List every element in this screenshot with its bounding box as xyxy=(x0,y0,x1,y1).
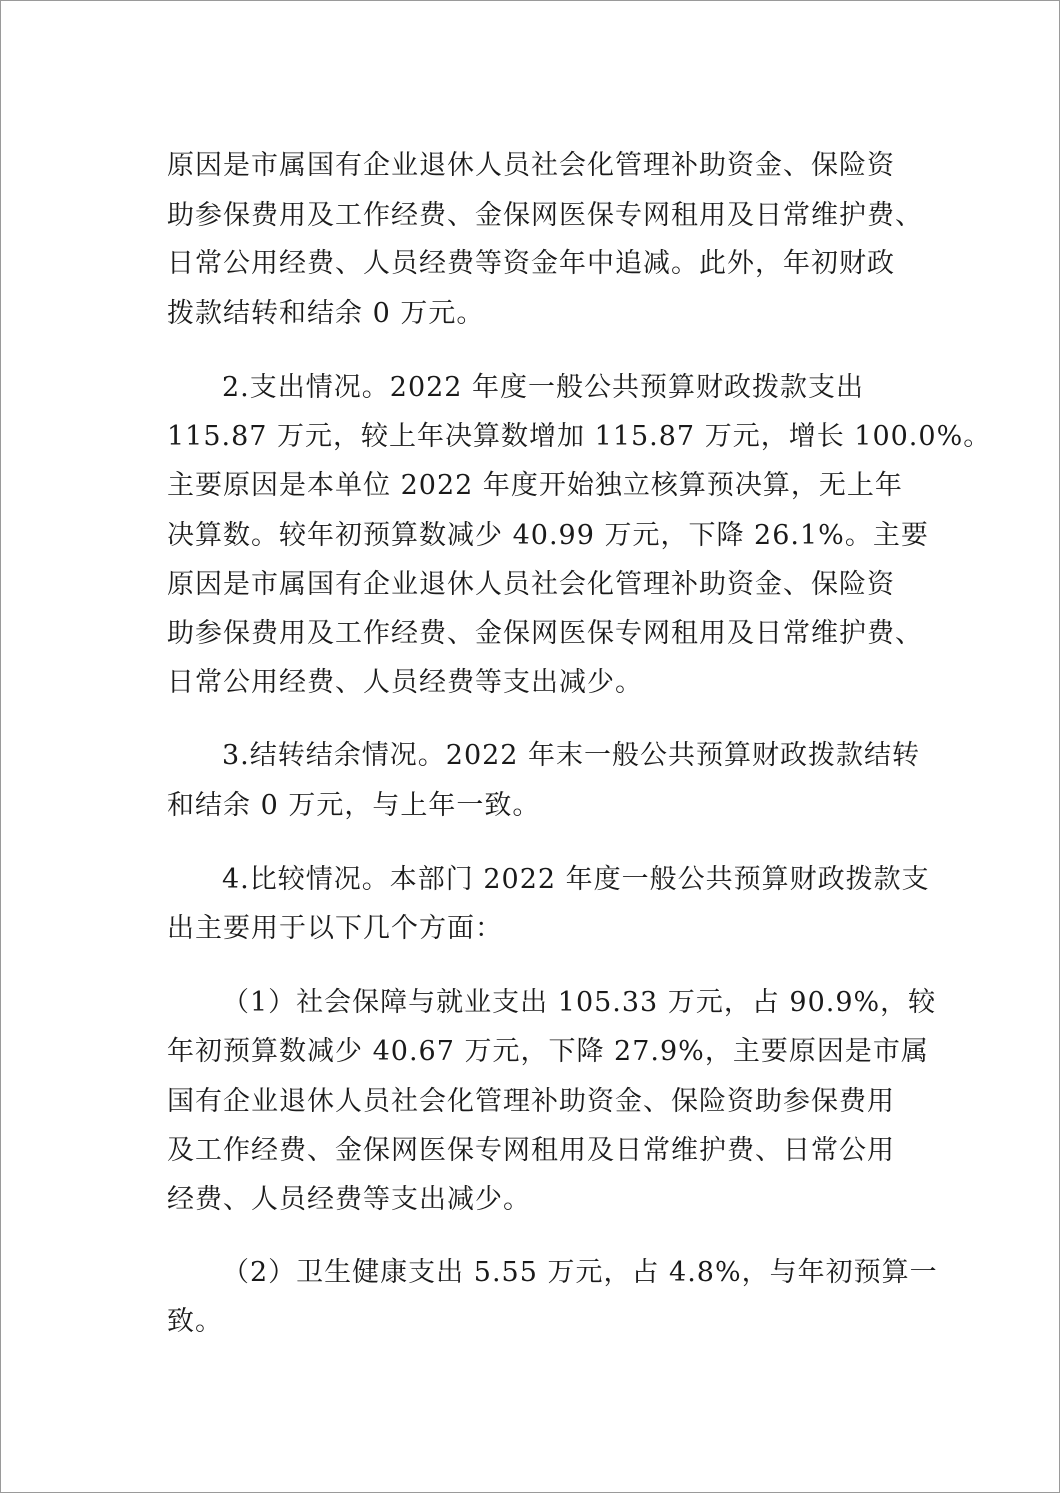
p5-line-4: 及工作经费、金保网医保专网租用及日常维护费、日常公用 xyxy=(167,1135,895,1166)
p2-line-4: 决算数。较年初预算数减少 40.99 万元，下降 26.1%。主要 xyxy=(167,520,929,551)
p2-line-3: 主要原因是本单位 2022 年度开始独立核算预决算，无上年 xyxy=(167,470,903,501)
p2-line-5: 原因是市属国有企业退休人员社会化管理补助资金、保险资 xyxy=(167,569,895,600)
p5-line-1: （1）社会保障与就业支出 105.33 万元，占 90.9%，较 xyxy=(222,987,937,1018)
p5-line-2: 年初预算数减少 40.67 万元，下降 27.9%，主要原因是市属 xyxy=(167,1036,929,1067)
p4-line-2: 出主要用于以下几个方面： xyxy=(167,913,503,944)
p1-line-2: 助参保费用及工作经费、金保网医保专网租用及日常维护费、 xyxy=(167,200,923,231)
p6-line-1: （2）卫生健康支出 5.55 万元，占 4.8%，与年初预算一 xyxy=(222,1257,938,1288)
p2-line-1: 2.支出情况。2022 年度一般公共预算财政拨款支出 xyxy=(222,372,865,403)
p1-line-4: 拨款结转和结余 0 万元。 xyxy=(167,298,485,329)
p3-line-2: 和结余 0 万元，与上年一致。 xyxy=(167,790,541,821)
p2-line-7: 日常公用经费、人员经费等支出减少。 xyxy=(167,667,643,698)
p5-line-3: 国有企业退休人员社会化管理补助资金、保险资助参保费用 xyxy=(167,1086,895,1117)
p2-line-2: 115.87 万元，较上年决算数增加 115.87 万元，增长 100.0%。 xyxy=(167,421,992,452)
p4-line-1: 4.比较情况。本部门 2022 年度一般公共预算财政拨款支 xyxy=(222,864,930,895)
p1-line-3: 日常公用经费、人员经费等资金年中追减。此外，年初财政 xyxy=(167,248,895,279)
p6-line-2: 致。 xyxy=(167,1306,223,1337)
p2-line-6: 助参保费用及工作经费、金保网医保专网租用及日常维护费、 xyxy=(167,618,923,649)
p1-line-1: 原因是市属国有企业退休人员社会化管理补助资金、保险资 xyxy=(167,150,895,181)
p3-line-1: 3.结转结余情况。2022 年末一般公共预算财政拨款结转 xyxy=(222,740,921,771)
p5-line-5: 经费、人员经费等支出减少。 xyxy=(167,1184,531,1215)
